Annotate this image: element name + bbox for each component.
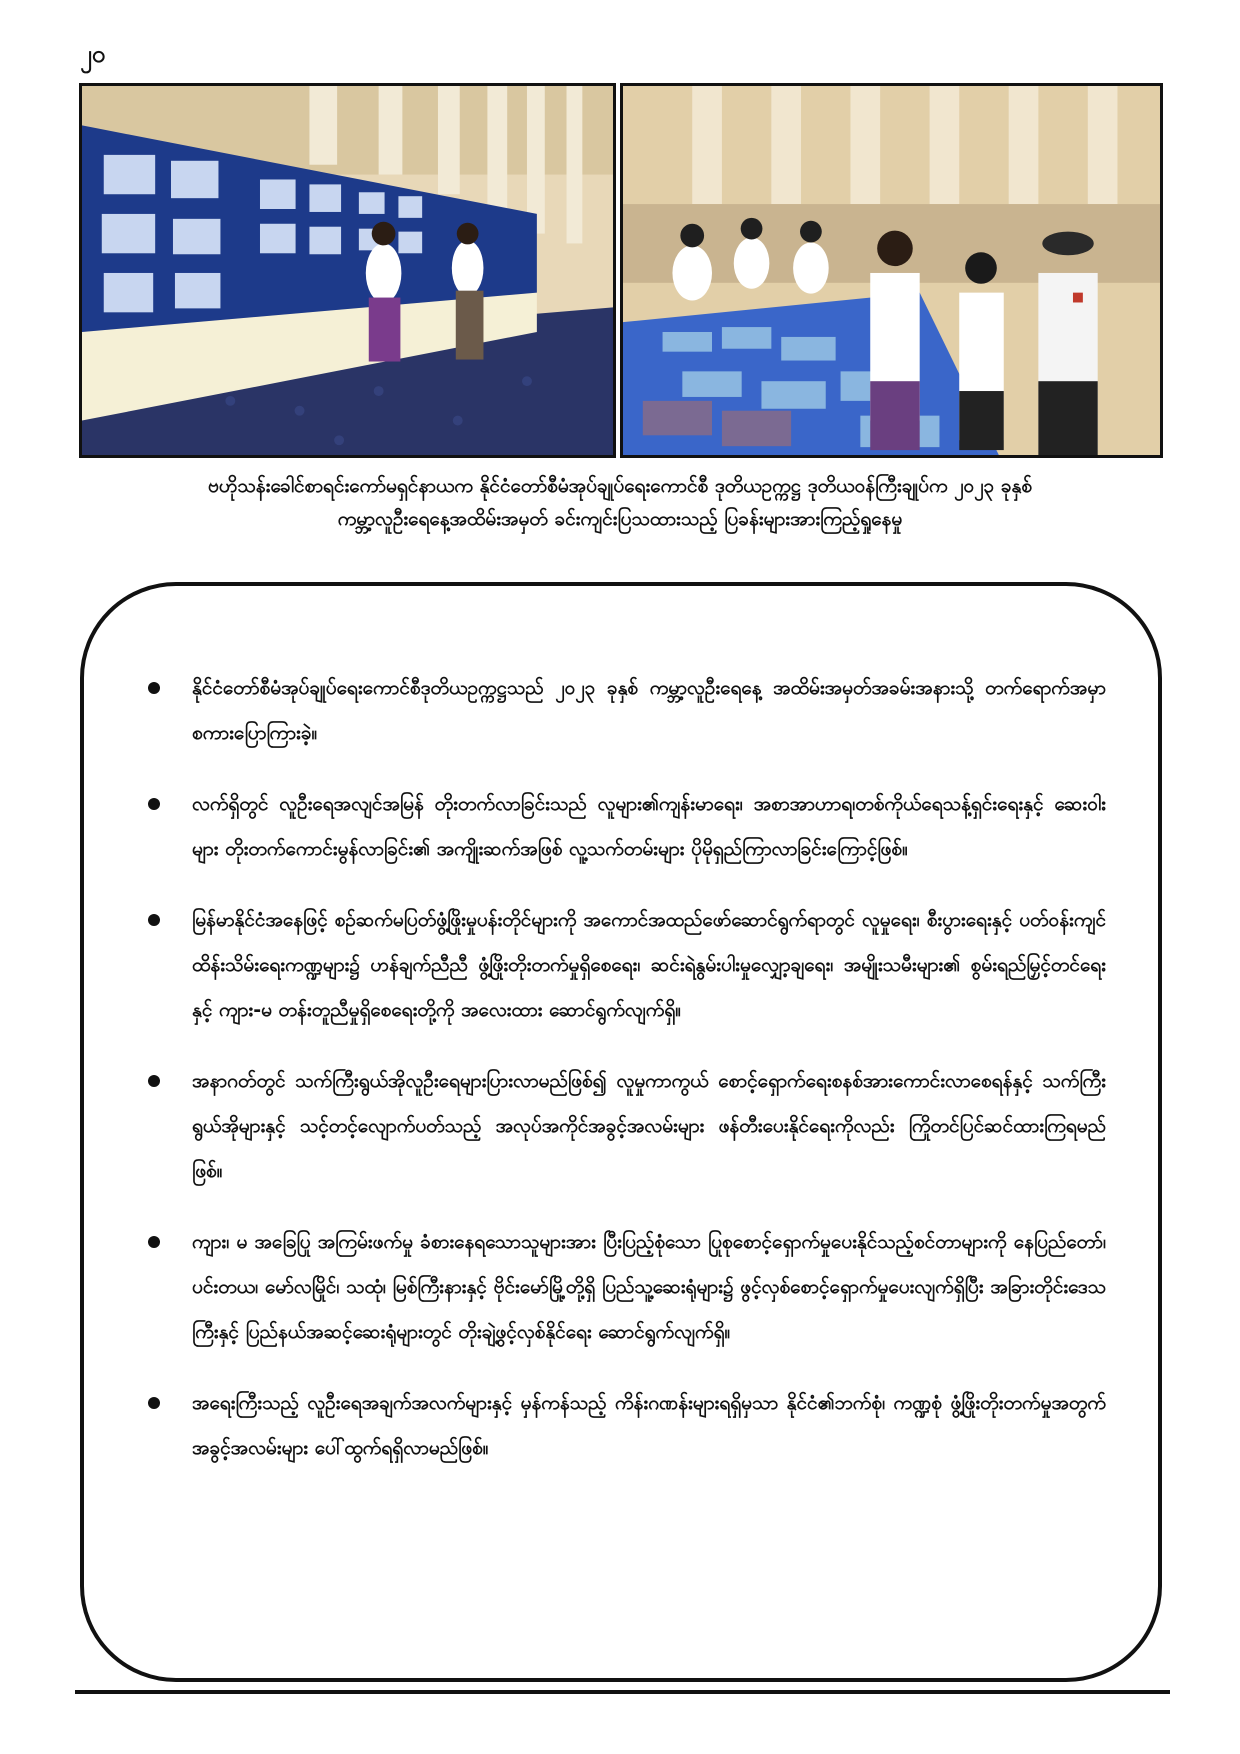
bullet-item [146,898,1106,1033]
bullet-text: အနာဂတ်တွင် သက်ကြီးရွယ်အိုလူဦးရေများပြားလာမည်ဖြစ်၍ လူမှုကာကွယ် စောင့်ရှောက်ရေးစနစ်အားကောင်းလာစေရန်နှင့် သက်ကြီးရွယ်အိုများနှင့် သင့်တင့်လျောက်ပတ်သည့် အလုပ်အကိုင်အခွင့်အလမ်းများ ဖန်တီးပေးနိုင်ရေးကိုလည်း ကြိုတင်ပြင်ဆင်ထားကြရမည်ဖြစ်။ [192,1070,1106,1182]
bullet-text: နိုင်ငံတော်စီမံအုပ်ချုပ်ရေးကောင်စီဒုတိယဥက္ကဋ္ဌသည် ၂၀၂၃ ခုနှစ် ကမ္ဘာ့လူဦးရေနေ့ အထိမ်းအမှတ်အခမ်းအနားသို့ တက်ရောက်အမှာစကားပြောကြားခဲ့။ [192,677,1106,744]
photo-caption [70,470,1170,536]
bullet-text: မြန်မာနိုင်ငံအနေဖြင့် စဉ်ဆက်မပြတ်ဖွံ့ဖြိုးမှုပန်းတိုင်များကို အကောင်အထည်ဖော်ဆောင်ရွက်ရာတွင် လူမှုရေး၊ စီးပွားရေးနှင့် ပတ်ဝန်းကျင်ထိန်းသိမ်းရေးကဏ္ဍများ၌ ဟန်ချက်ညီညီ ဖွံ့ဖြိုးတိုးတက်မှုရှိစေရေး၊ ဆင်းရဲနွမ်းပါးမှုလျှော့ချရေး၊ အမျိုးသမီးများ၏ စွမ်းရည်မြှင့်တင်ရေးနှင့် ကျား-မ တန်းတူညီမှုရှိစေရေးတို့ကို အလေးထား ဆောင်ရွက်လျက်ရှိ။ [192,909,1106,1021]
bullet-item [146,1059,1106,1194]
bullet-item [146,1220,1106,1355]
footer-rule [75,1690,1170,1694]
exhibition-table-photo [620,83,1163,458]
bullet-text: ကျား၊ မ အခြေပြု အကြမ်းဖက်မှု ခံစားနေရသောသူများအား ပြီးပြည့်စုံသော ပြုစုစောင့်ရှောက်မှုပေးနိုင်သည့်စင်တာများကို နေပြည်တော်၊ ပင်းတယ၊ မော်လမြိုင်၊ သထုံ၊ မြစ်ကြီးနားနှင့် ဗိုင်းမော်မြို့တို့ရှိ ပြည်သူ့ဆေးရုံများ၌ ဖွင့်လှစ်စောင့်ရှောက်မှုပေးလျက်ရှိပြီး အခြားတိုင်းဒေသကြီးနှင့် ပြည်နယ်အဆင့်ဆေးရုံများတွင် တိုးချဲ့ဖွင့်လှစ်နိုင်ရေး ဆောင်ရွက်လျက်ရှိ။ [192,1231,1106,1343]
bullet-item [146,666,1106,756]
bullet-icon [148,798,160,810]
page-number: ၂၀ [80,40,106,68]
summary-box [80,582,1162,1682]
caption-line-1: ဗဟိုသန်းခေါင်စာရင်းကော်မရှင်နာယက နိုင်ငံတော်စီမံအုပ်ချုပ်ရေးကောင်စီ ဒုတိယဥက္ကဋ္ဌ ဒုတိယဝန်ကြီးချုပ်က ၂၀၂၃ ခုနှစ် [207,475,1033,497]
bullet-text: လက်ရှိတွင် လူဦးရေအလျင်အမြန် တိုးတက်လာခြင်းသည် လူများ၏ကျန်းမာရေး၊ အစာအာဟာရ၊တစ်ကိုယ်ရေသန့်ရှင်းရေးနှင့် ဆေးဝါးများ တိုးတက်ကောင်းမွန်လာခြင်း၏ အကျိုးဆက်အဖြစ် လူ့သက်တမ်းများ ပိုမိုရှည်ကြာလာခြင်းကြောင့်ဖြစ်။ [192,793,1106,860]
exhibition-panels-photo [79,83,616,458]
bullet-icon [148,914,160,926]
bullet-icon [148,1397,160,1409]
bullet-icon [148,1075,160,1087]
bullet-item [146,782,1106,872]
caption-line-2: ကမ္ဘာ့လူဦးရေနေ့အထိမ်းအမှတ် ခင်းကျင်းပြသထားသည့် ပြခန်းများအားကြည့်ရှုနေမှု [337,508,903,530]
bullet-list [146,666,1106,1497]
bullet-item [146,1381,1106,1471]
bullet-icon [148,1236,160,1248]
bullet-icon [148,682,160,694]
bullet-text: အရေးကြီးသည့် လူဦးရေအချက်အလက်များနှင့် မှန်ကန်သည့် ကိန်းဂဏန်းများရရှိမှသာ နိုင်ငံ၏ဘက်စုံ၊ ကဏ္ဍစုံ ဖွံ့ဖြိုးတိုးတက်မှုအတွက် အခွင့်အလမ်းများ ပေါ်ထွက်ရရှိလာမည်ဖြစ်။ [192,1392,1106,1459]
